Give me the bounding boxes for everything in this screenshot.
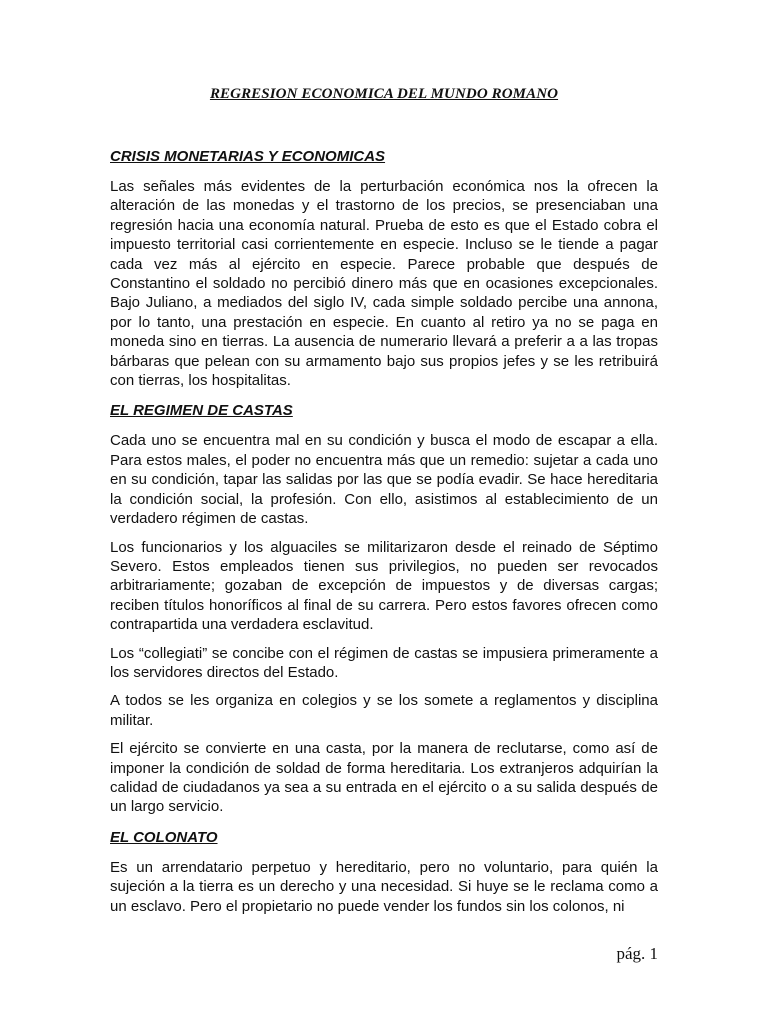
paragraph: El ejército se convierte en una casta, por la manera de reclutarse, como así de imponer la condición de soldad de forma hereditaria. Los extranjeros adquirían la calidad de ciudadanos ya sea a su entrada en el ejército o a su salida después de un largo servicio. (110, 740, 658, 816)
paragraph: Los funcionarios y los alguaciles se militarizaron desde el reinado de Séptimo Severo. Estos empleados tienen sus privilegios, no pueden ser revocados arbitrariamente; gozaban de excepción de impuestos y de diversas cargas; reciben títulos honoríficos al final de su carrera. Pero estos favores ofrecen como contrapartida una verdadera esclavitud. (110, 538, 658, 634)
paragraph: Es un arrendatario perpetuo y hereditario, pero no voluntario, para quién la sujeción a la tierra es un derecho y una necesidad. Si huye se le reclama como a un esclavo. Pero el propietario no puede vender los fundos sin los colonos, ni (110, 858, 658, 915)
document-body (110, 147, 658, 916)
section-heading-castas: EL REGIMEN DE CASTAS (110, 402, 293, 420)
paragraph: A todos se les organiza en colegios y se los somete a reglamentos y disciplina militar. (110, 692, 658, 729)
paragraph: Los “collegiati” se concibe con el régimen de castas se impusiera primeramente a los servidores directos del Estado. (110, 644, 658, 681)
paragraph: Cada uno se encuentra mal en su condición y busca el modo de escapar a ella. Para estos males, el poder no encuentra más que un remedio: sujetar a cada uno en su condición, tapar las salidas por las que se podía evadir. Se hace hereditaria la condición social, la profesión. Con ello, asistimos al establecimiento de un verdadero régimen de castas. (110, 432, 658, 528)
paragraph: Las señales más evidentes de la perturbación económica nos la ofrecen la alteración de las monedas y el trastorno de los precios, se presenciaban una regresión hacia una economía natural. Prueba de esto es que el Estado cobra el impuesto territorial casi corrientemente en especie. Incluso se le tiende a pagar cada vez más al ejército en especie. Parece probable que después de Constantino el soldado no percibió dinero más que en ocasiones excepcionales. Bajo Juliano, a mediados del siglo IV, cada simple soldado percibe una annona, por lo tanto, una prestación en especie. En cuanto al retiro ya no se paga en moneda sino en tierras. La ausencia de numerario llevará a preferir a a las tropas bárbaras que pelean con su armamento bajo sus propios jefes y se les retribuirá con tierras, los hospitalitas. (110, 178, 658, 390)
section-heading-crisis: CRISIS MONETARIAS Y ECONOMICAS (110, 148, 386, 165)
section-heading-colonato: EL COLONATO (110, 828, 218, 846)
page-number: pág. 1 (616, 944, 658, 963)
document-title: REGRESION ECONOMICA DEL MUNDO ROMANO (209, 86, 559, 102)
